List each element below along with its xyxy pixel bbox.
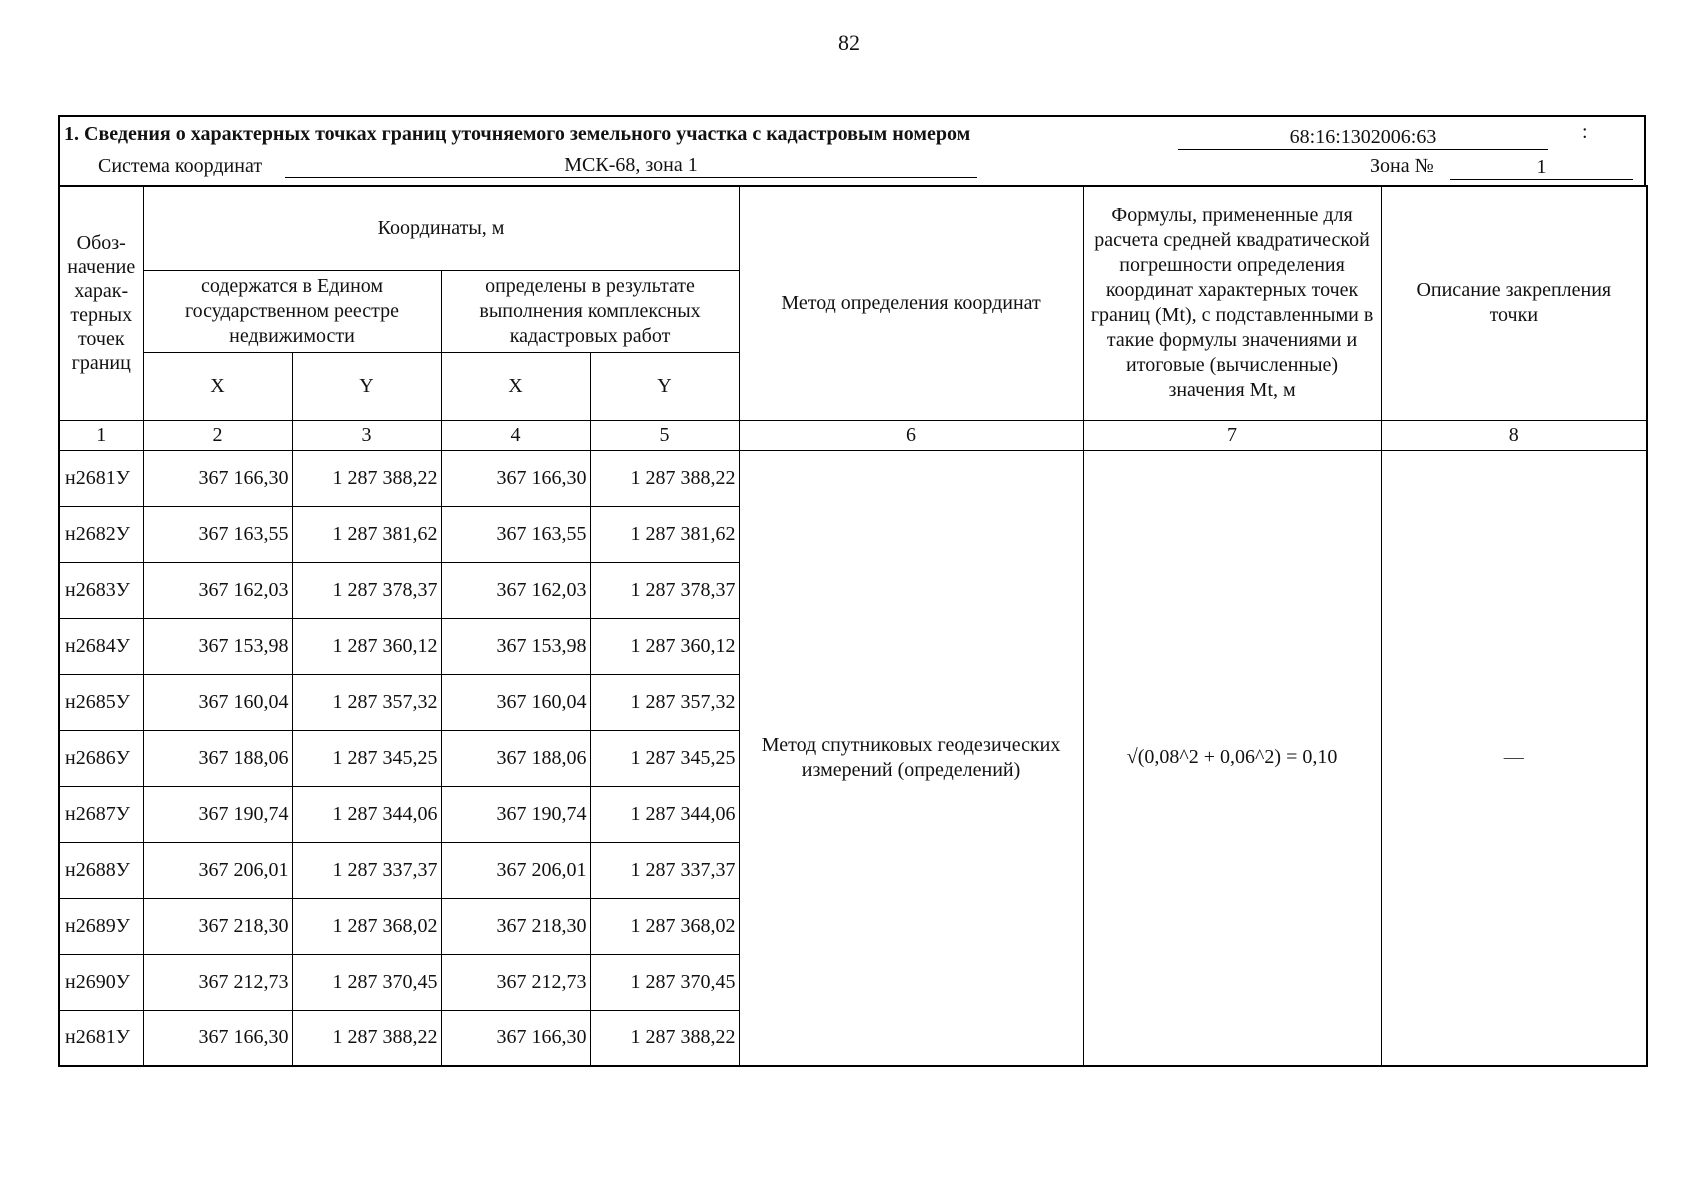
egrn-x: 367 212,73 (143, 954, 292, 1010)
egrn-y: 1 287 360,12 (292, 618, 441, 674)
result-x: 367 206,01 (441, 842, 590, 898)
boundary-points-table (58, 185, 1648, 1067)
point-name: н2681У (59, 450, 143, 506)
column-number: 2 (143, 420, 292, 450)
point-name: н2690У (59, 954, 143, 1010)
egrn-y: 1 287 345,25 (292, 730, 441, 786)
result-x: 367 166,30 (441, 450, 590, 506)
egrn-x: 367 160,04 (143, 674, 292, 730)
result-y: 1 287 381,62 (590, 506, 739, 562)
table-row (59, 450, 1647, 506)
point-name: н2683У (59, 562, 143, 618)
cadastral-colon: : (1582, 121, 1588, 143)
formula-value: √(0,08^2 + 0,06^2) = 0,10 (1083, 450, 1381, 1066)
result-x: 367 162,03 (441, 562, 590, 618)
egrn-x: 367 162,03 (143, 562, 292, 618)
point-name: н2687У (59, 786, 143, 842)
egrn-x: 367 163,55 (143, 506, 292, 562)
egrn-x: 367 188,06 (143, 730, 292, 786)
result-x: 367 160,04 (441, 674, 590, 730)
column-number: 4 (441, 420, 590, 450)
result-y: 1 287 344,06 (590, 786, 739, 842)
result-y: 1 287 370,45 (590, 954, 739, 1010)
egrn-y: 1 287 368,02 (292, 898, 441, 954)
zone-label: Зона № (1370, 155, 1434, 177)
egrn-x: 367 206,01 (143, 842, 292, 898)
result-y: 1 287 337,37 (590, 842, 739, 898)
egrn-x: 367 190,74 (143, 786, 292, 842)
column-number: 6 (739, 420, 1083, 450)
point-name: н2688У (59, 842, 143, 898)
zone-value: 1 (1450, 155, 1633, 180)
egrn-y: 1 287 337,37 (292, 842, 441, 898)
header-y2: Y (590, 352, 739, 420)
point-name: н2682У (59, 506, 143, 562)
header-description: Описание закрепления точки (1381, 186, 1647, 420)
result-x: 367 153,98 (441, 618, 590, 674)
result-y: 1 287 357,32 (590, 674, 739, 730)
egrn-y: 1 287 378,37 (292, 562, 441, 618)
header-method: Метод определения координат (739, 186, 1083, 420)
egrn-y: 1 287 388,22 (292, 450, 441, 506)
point-name: н2686У (59, 730, 143, 786)
point-name: н2684У (59, 618, 143, 674)
egrn-y: 1 287 357,32 (292, 674, 441, 730)
egrn-x: 367 218,30 (143, 898, 292, 954)
column-number: 5 (590, 420, 739, 450)
point-name: н2689У (59, 898, 143, 954)
column-number: 3 (292, 420, 441, 450)
header-egrn: содержатся в Едином государственном реестре недвижимости (143, 270, 441, 352)
egrn-x: 367 153,98 (143, 618, 292, 674)
column-number: 7 (1083, 420, 1381, 450)
result-x: 367 212,73 (441, 954, 590, 1010)
result-y: 1 287 388,22 (590, 450, 739, 506)
description-value: — (1381, 450, 1647, 1066)
header-formula: Формулы, примененные для расчета средней квадратической погрешности определения координат характерных точек границ (Mt), с подставленными в такие формулы значениями и итоговые (вычисленные) значения Mt, м (1083, 186, 1381, 420)
result-x: 367 188,06 (441, 730, 590, 786)
column-number: 1 (59, 420, 143, 450)
egrn-y: 1 287 388,22 (292, 1010, 441, 1066)
result-y: 1 287 378,37 (590, 562, 739, 618)
egrn-x: 367 166,30 (143, 450, 292, 506)
result-x: 367 163,55 (441, 506, 590, 562)
egrn-y: 1 287 381,62 (292, 506, 441, 562)
result-x: 367 218,30 (441, 898, 590, 954)
point-name: н2681У (59, 1010, 143, 1066)
result-y: 1 287 345,25 (590, 730, 739, 786)
result-x: 367 166,30 (441, 1010, 590, 1066)
result-y: 1 287 360,12 (590, 618, 739, 674)
egrn-x: 367 166,30 (143, 1010, 292, 1066)
cadastral-number: 68:16:1302006:63 (1178, 125, 1548, 150)
method-value: Метод спутниковых геодезических измерений (определений) (739, 450, 1083, 1066)
section-title: 1. Сведения о характерных точках границ уточняемого земельного участка с кадастровым номером (64, 123, 971, 145)
egrn-y: 1 287 370,45 (292, 954, 441, 1010)
result-y: 1 287 388,22 (590, 1010, 739, 1066)
header-coordinates: Координаты, м (143, 186, 739, 270)
egrn-y: 1 287 344,06 (292, 786, 441, 842)
result-y: 1 287 368,02 (590, 898, 739, 954)
header-point-designation: Обоз- начение харак- терных точек границ (59, 186, 143, 420)
header-y1: Y (292, 352, 441, 420)
page-number: 82 (838, 30, 860, 55)
table-header-block (58, 115, 1646, 185)
column-number: 8 (1381, 420, 1647, 450)
coord-system-value: МСК-68, зона 1 (285, 153, 977, 178)
column-number-row (59, 420, 1647, 450)
coord-system-label: Система координат (98, 155, 263, 177)
header-result: определены в результате выполнения комплексных кадастровых работ (441, 270, 739, 352)
header-x1: X (143, 352, 292, 420)
header-x2: X (441, 352, 590, 420)
result-x: 367 190,74 (441, 786, 590, 842)
point-name: н2685У (59, 674, 143, 730)
